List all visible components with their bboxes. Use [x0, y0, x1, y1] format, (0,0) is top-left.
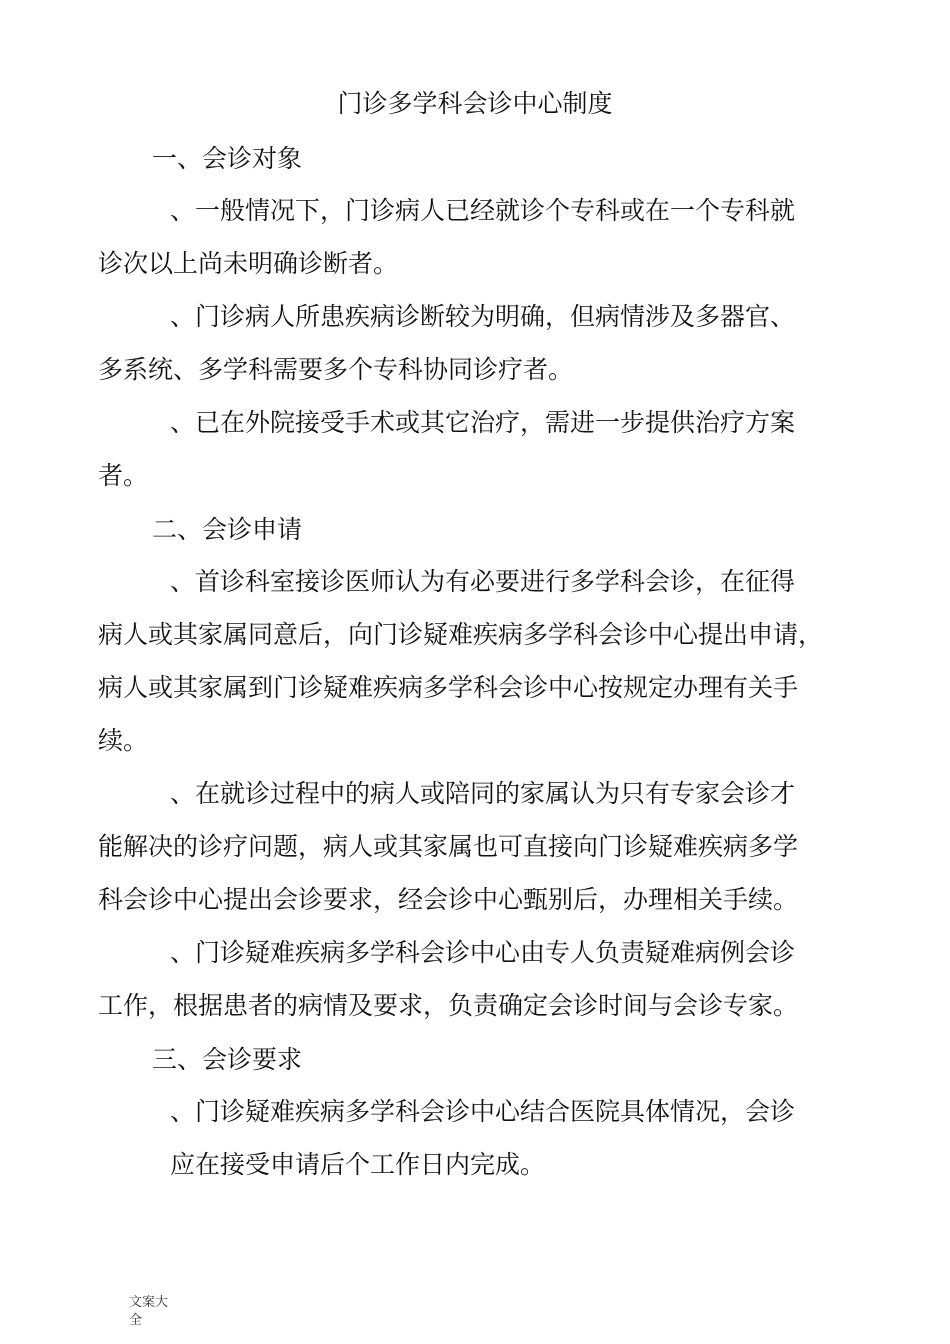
paragraph-line: 、门诊疑难疾病多学科会诊中心结合医院具体情况，会诊	[170, 1097, 796, 1126]
paragraph-1-3	[98, 396, 878, 502]
paragraph-1-1	[98, 184, 878, 290]
paragraph-1-2	[98, 290, 878, 396]
paragraph-line: 、首诊科室接诊医师认为有必要进行多学科会诊，在征得	[170, 567, 796, 596]
paragraph-line: 多系统、多学科需要多个专科协同诊疗者。	[98, 355, 574, 384]
footer-watermark-text: 文案大全	[129, 1295, 169, 1328]
paragraph-line: 病人或其家属同意后，向门诊疑难疾病多学科会诊中心提出申请，	[98, 620, 824, 649]
paragraph-2-1	[98, 555, 878, 767]
paragraph-line: 、门诊病人所患疾病诊断较为明确，但病情涉及多器官、	[170, 302, 796, 331]
section-heading-3: 三、会诊要求	[152, 1045, 303, 1074]
paragraph-line: 科会诊中心提出会诊要求，经会诊中心甄别后，办理相关手续。	[98, 885, 799, 914]
paragraph-line: 者。	[98, 461, 149, 490]
document-title: 门诊多学科会诊中心制度	[337, 89, 613, 118]
paragraph-line: 、在就诊过程中的病人或陪同的家属认为只有专家会诊才	[170, 779, 796, 808]
paragraph-line: 工作，根据患者的病情及要求，负责确定会诊时间与会诊专家。	[98, 991, 799, 1020]
paragraph-line: 、已在外院接受手术或其它治疗，需进一步提供治疗方案	[170, 408, 796, 437]
paragraph-line: 诊次以上尚未明确诊断者。	[98, 249, 399, 278]
section-heading-2: 二、会诊申请	[152, 515, 303, 544]
paragraph-2-3	[98, 926, 878, 1032]
paragraph-line: 、一般情况下，门诊病人已经就诊个专科或在一个专科就	[170, 196, 796, 225]
paragraph-line: 续。	[98, 726, 149, 755]
paragraph-line: 病人或其家属到门诊疑难疾病多学科会诊中心按规定办理有关手	[98, 673, 799, 702]
paragraph-2-2	[98, 767, 878, 926]
section-heading-1: 一、会诊对象	[152, 144, 303, 173]
paragraph-line: 、门诊疑难疾病多学科会诊中心由专人负责疑难病例会诊	[170, 938, 796, 967]
paragraph-3-1	[98, 1085, 878, 1191]
paragraph-line: 应在接受申请后个工作日内完成。	[170, 1150, 546, 1179]
paragraph-line: 能解决的诊疗问题，病人或其家属也可直接向门诊疑难疾病多学	[98, 832, 799, 861]
